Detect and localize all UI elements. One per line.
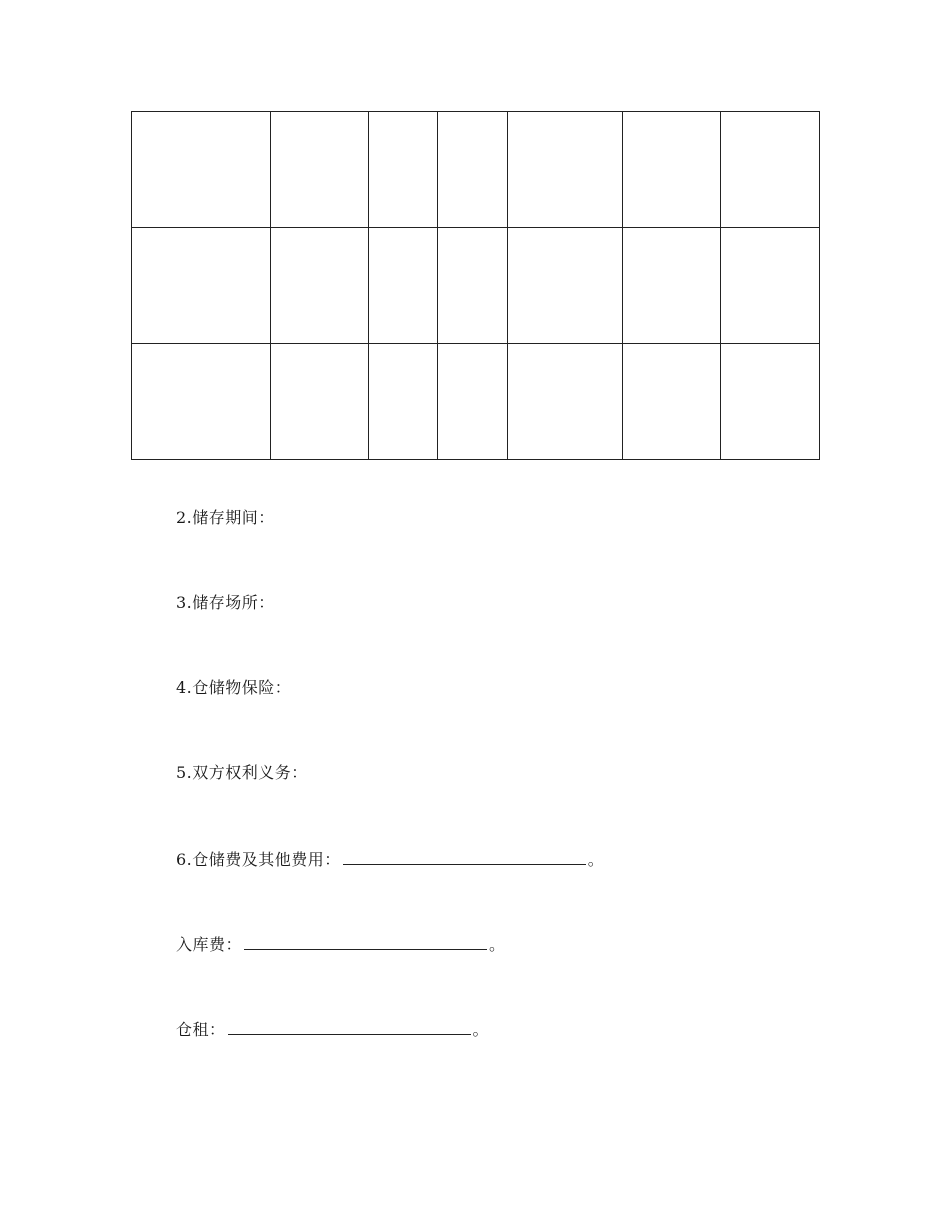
table-row (132, 112, 820, 228)
inbound-fee-line (176, 933, 506, 955)
warehouse-rent-suffix: 。 (472, 1020, 490, 1039)
table-cell (369, 228, 438, 344)
table-cell (721, 344, 820, 460)
storage-period-label: 2.储存期间： (176, 508, 275, 527)
inbound-fee-blank[interactable] (244, 933, 487, 950)
table-cell (438, 344, 508, 460)
table-cell (271, 112, 369, 228)
table-cell (508, 228, 623, 344)
inbound-fee-suffix: 。 (489, 935, 506, 954)
storage-period-line (176, 508, 275, 528)
table-cell (623, 228, 721, 344)
inbound-fee-label: 入库费： (176, 935, 243, 954)
table-cell (721, 112, 820, 228)
warehouse-rent-label: 仓租： (176, 1020, 226, 1039)
table-cell (132, 228, 271, 344)
table-cell (721, 228, 820, 344)
rights-obligations-line (176, 763, 308, 783)
table-cell (623, 112, 721, 228)
storage-fees-blank[interactable] (343, 848, 586, 865)
storage-fees-label: 6.仓储费及其他费用： (176, 850, 341, 869)
table-cell (369, 344, 438, 460)
warehouse-rent-blank[interactable] (228, 1018, 471, 1035)
table-row (132, 228, 820, 344)
table-cell (438, 228, 508, 344)
warehouse-rent-line (176, 1018, 489, 1040)
storage-location-label: 3.储存场所： (176, 593, 275, 612)
table-cell (508, 344, 623, 460)
storage-fees-suffix: 。 (587, 850, 605, 869)
goods-insurance-line (176, 678, 291, 698)
goods-table (131, 111, 820, 460)
storage-location-line (176, 593, 275, 613)
rights-obligations-label: 5.双方权利义务： (176, 763, 308, 782)
storage-fees-line (176, 848, 604, 870)
table-cell (623, 344, 721, 460)
goods-insurance-label: 4.仓储物保险： (176, 678, 292, 697)
table-cell (508, 112, 623, 228)
table-cell (132, 344, 271, 460)
table-cell (271, 344, 369, 460)
table-cell (369, 112, 438, 228)
table-row (132, 344, 820, 460)
table-cell (271, 228, 369, 344)
table-cell (132, 112, 271, 228)
table-cell (438, 112, 508, 228)
